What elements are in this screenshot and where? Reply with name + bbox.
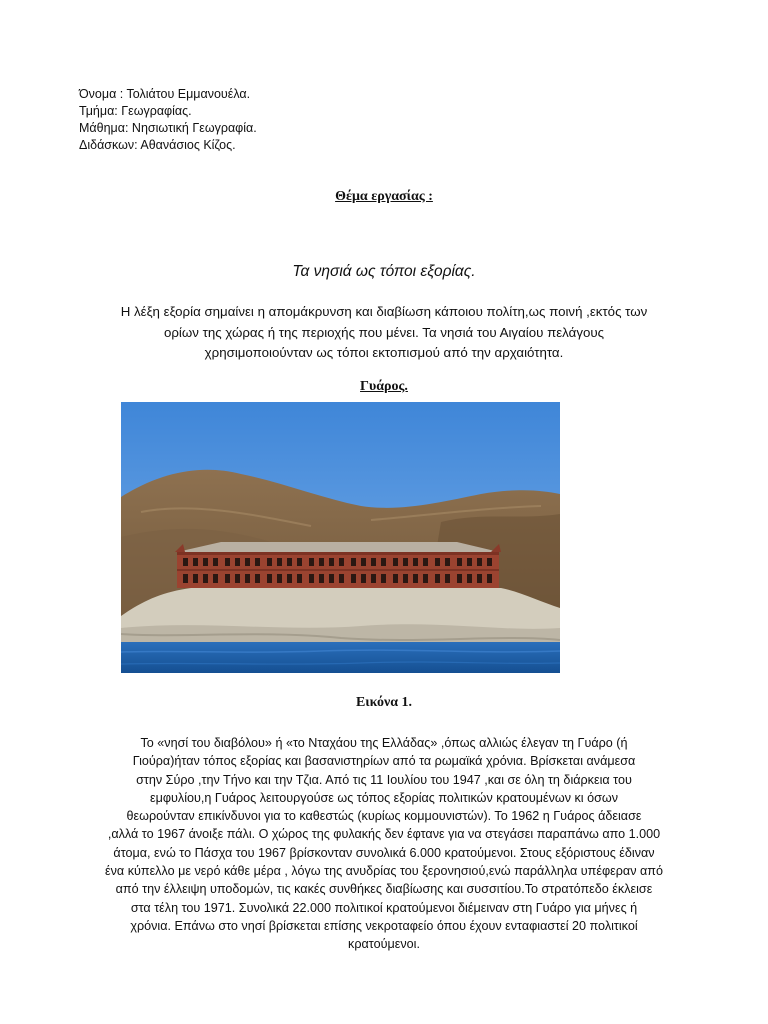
body-line: κρατούμενοι.: [348, 937, 420, 952]
body-line: θεωρούνταν επικίνδυνοι για το καθεστώς (κυρίως κομμουνιστών). Το 1962 η Γυάρος άδειασε: [126, 809, 642, 824]
page-title: Τα νησιά ως τόποι εξορίας.: [292, 263, 476, 280]
sea: [121, 642, 560, 673]
body-line: στην Σύρο ,την Τήνο και την Τζια. Από τις 11 Ιουλίου του 1947 ,και σε όλη τη διάρκεια του: [136, 772, 632, 787]
subject-heading: Θέμα εργασίας :: [335, 189, 433, 204]
author-info: [79, 86, 257, 154]
teacher: Διδάσκων: Αθανάσιος Κίζος.: [79, 138, 236, 152]
body-line: άτομα, ενώ το Πάσχα του 1967 βρίσκονταν συνολικά 6.000 κρατούμενοι. Στους εξόριστους έδιναν: [113, 845, 655, 860]
body-paragraph: [60, 734, 708, 954]
body-line: Το «νησί του διαβόλου» ή «το Νταχάου της Ελλάδας» ,όπως αλλιώς έλεγαν τη Γυάρο (ή: [140, 736, 628, 750]
intro-paragraph: [60, 302, 708, 364]
body-line: από την έλλειψη υποδομών, τις κακές συνθήκες διαβίωσης και συσσιτίου.Το στρατόπεδο έκλεισε: [115, 882, 653, 897]
department: Τμήμα: Γεωγραφίας.: [79, 104, 192, 118]
body-line: στα τέλη του 1971. Συνολικά 22.000 πολιτικοί κρατούμενοι διέμειναν στη Γυάρο για μήνες ή: [130, 900, 638, 915]
body-line: ,αλλά το 1967 άνοιξε πάλι. Ο χώρος της φυλακής δεν έφτανε για να στεγάσει παραπάνω απο 1.000: [107, 827, 661, 842]
prison-building: [175, 542, 501, 588]
body-line: Γιούρα)ήταν τόπος εξορίας και βασανιστηρίων από τα ρωμαϊκά χρόνια. Βρίσκεται ανάμεσα: [132, 754, 636, 769]
intro-line: χρησιμοποιούνταν ως τόποι εκτοπισμού από την αρχαιότητα.: [204, 345, 564, 360]
image-caption: Εικόνα 1.: [355, 695, 413, 710]
intro-line: ορίων της χώρας ή της περιοχής που μένει. Τα νησιά του Αιγαίου πελάγους: [163, 324, 605, 340]
body-line: χρόνια. Επάνω στο νησί βρίσκεται επίσης νεκροταφείο όπου έχουν ενταφιαστεί 20 πολιτικοί: [130, 918, 638, 933]
gyaros-prison-photo: [121, 402, 560, 673]
author-name: Όνομα : Τολιάτου Εμμανουέλα.: [79, 87, 251, 101]
course: Μάθημα: Νησιωτική Γεωγραφία.: [79, 121, 257, 135]
body-line: εμφυλίου,η Γυάρος λειτουργούσε ως τόπος εξορίας πολιτικών κρατουμένων κι όσων: [149, 790, 619, 805]
intro-line: Η λέξη εξορία σημαίνει η απομάκρυνση και διαβίωση κάποιου πολίτη,ως ποινή ,εκτός των: [120, 304, 648, 319]
body-line: ένα κύπελλο με νερό κάθε μέρα , λόγω της ανυδρίας του ξερονησιού,ενώ παράλληλα υπέφεραν από: [105, 864, 663, 879]
section-heading: Γυάρος.: [360, 379, 408, 394]
